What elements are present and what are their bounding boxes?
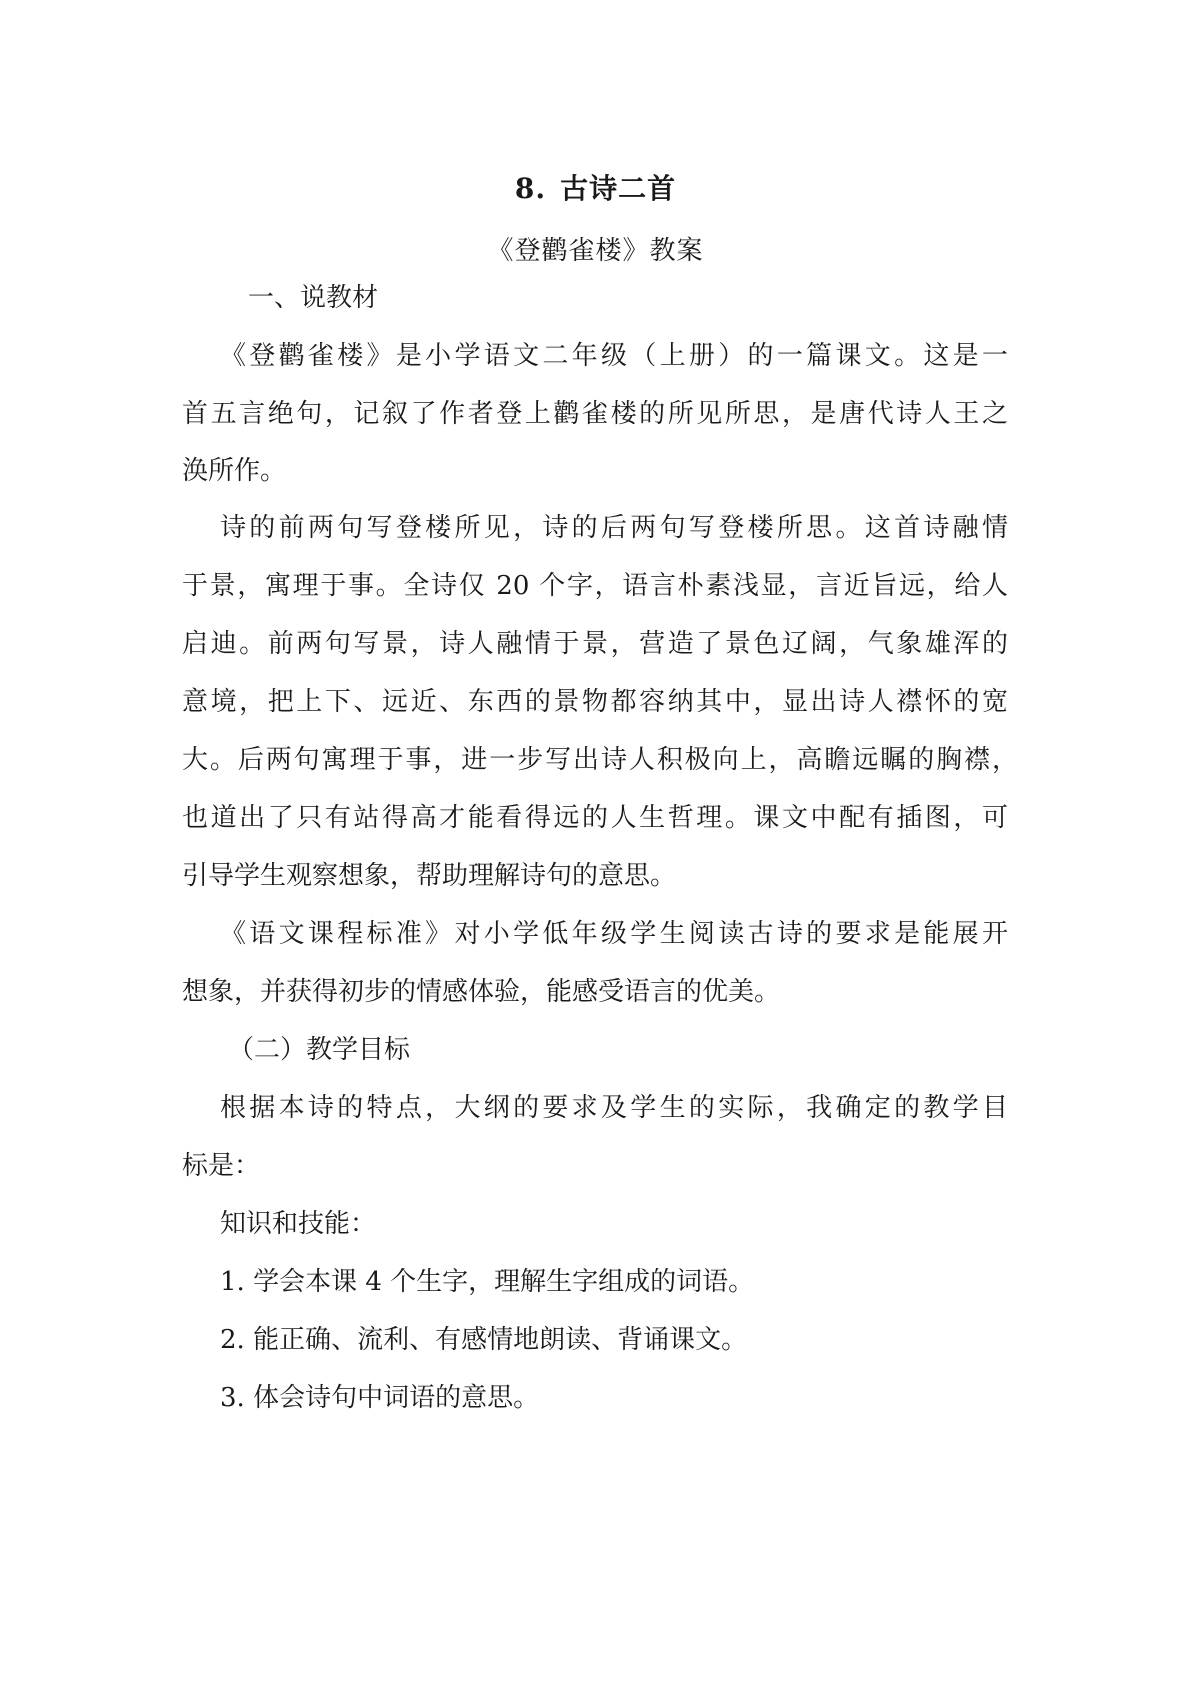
para2-line-7: 引导学生观察想象，帮助理解诗句的意思。 (182, 861, 677, 891)
page-subtitle: 《登鹳雀楼》教案 (487, 236, 704, 266)
para2-line-2: 于景，寓理于事。全诗仅 20 个字，语言朴素浅显，言近旨远，给人 (182, 571, 1008, 601)
para4-line-2: 标是： (182, 1151, 261, 1181)
para3-line-1: 《语文课程标准》对小学低年级学生阅读古诗的要求是能展开 (220, 919, 1008, 949)
title-text: 古诗二首 (560, 172, 677, 205)
knowledge-heading: 知识和技能： (220, 1209, 377, 1239)
para2-line-6: 也道出了只有站得高才能看得远的人生哲理。课文中配有插图，可 (182, 803, 1008, 833)
para1-line-2: 首五言绝句，记叙了作者登上鹳雀楼的所见所思，是唐代诗人王之 (182, 399, 1008, 429)
para1-line-3: 涣所作。 (182, 456, 287, 486)
section-heading-1: 一、说教材 (248, 283, 379, 313)
page-title (0, 172, 1191, 206)
goal-item-2: 2. 能正确、流利、有感情地朗读、背诵课文。 (220, 1325, 748, 1355)
para2-line-3: 启迪。前两句写景，诗人融情于景，营造了景色辽阔，气象雄浑的 (182, 629, 1008, 659)
para2-line-1: 诗的前两句写登楼所见，诗的后两句写登楼所思。这首诗融情 (220, 513, 1008, 543)
para2-line-5: 大。后两句寓理于事，进一步写出诗人积极向上，高瞻远瞩的胸襟， (182, 745, 1018, 775)
section-heading-2: （二）教学目标 (228, 1035, 411, 1065)
para2-line-4: 意境，把上下、远近、东西的景物都容纳其中，显出诗人襟怀的宽 (182, 687, 1008, 717)
para3-line-2: 想象，并获得初步的情感体验，能感受语言的优美。 (182, 977, 781, 1007)
goal-item-1: 1. 学会本课 4 个生字，理解生字组成的词语。 (220, 1267, 755, 1297)
title-number: 8. (514, 172, 547, 205)
para1-line-1: 《登鹳雀楼》是小学语文二年级（上册）的一篇课文。这是一 (220, 341, 1008, 371)
para4-line-1: 根据本诗的特点，大纲的要求及学生的实际，我确定的教学目 (220, 1093, 1008, 1123)
goal-item-3: 3. 体会诗句中词语的意思。 (220, 1383, 540, 1413)
